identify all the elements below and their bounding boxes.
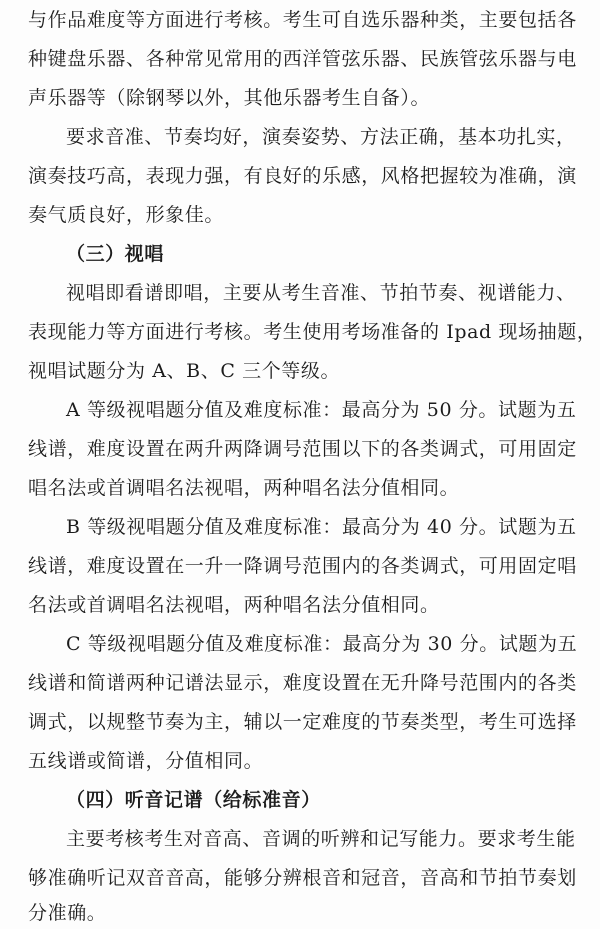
text-line: 五线谱或简谱，分值相同。: [28, 750, 264, 772]
text-line: 视唱即看谱即唱，主要从考生音准、节拍节奏、视谱能力、: [66, 282, 576, 304]
text-line: 线谱，难度设置在两升两降调号范围以下的各类调式，可用固定: [28, 438, 577, 460]
text-line: 演奏技巧高，表现力强，有良好的乐感，风格把握较为准确，演: [28, 165, 577, 187]
text-line: 线谱和简谱两种记谱法显示，难度设置在无升降号范围内的各类: [28, 672, 577, 694]
text-line: 名法或首调唱名法视唱，两种唱名法分值相同。: [28, 594, 440, 616]
section-heading: （三）视唱: [66, 243, 165, 265]
text-line: 表现能力等方面进行考核。考生使用考场准备的 Ipad 现场抽题，: [28, 321, 597, 343]
text-line: 种键盘乐器、各种常见常用的西洋管弦乐器、民族管弦乐器与电: [28, 48, 577, 70]
text-line: 调式，以规整节奏为主，辅以一定难度的节奏类型，考生可选择: [28, 711, 577, 733]
text-line: 主要考核考生对音高、音调的听辨和记写能力。要求考生能: [66, 828, 576, 850]
text-line: C 等级视唱题分值及难度标准：最高分为 30 分。试题为五: [66, 633, 578, 655]
text-line: 奏气质良好，形象佳。: [28, 204, 225, 226]
text-line: B 等级视唱题分值及难度标准：最高分为 40 分。试题为五: [66, 516, 577, 538]
section-heading: （四）听音记谱（给标准音）: [66, 789, 321, 811]
text-line: 与作品难度等方面进行考核。考生可自选乐器种类，主要包括各: [28, 9, 577, 31]
text-line: 唱名法或首调唱名法视唱，两种唱名法分值相同。: [28, 477, 460, 499]
text-line: 视唱试题分为 A、B、C 三个等级。: [28, 360, 341, 382]
text-line: 要求音准、节奏均好，演奏姿势、方法正确，基本功扎实，: [66, 126, 576, 148]
text-line: A 等级视唱题分值及难度标准：最高分为 50 分。试题为五: [66, 399, 577, 421]
text-line: 声乐器等（除钢琴以外，其他乐器考生自备）。: [28, 87, 431, 109]
text-line: 分准确。: [28, 902, 107, 924]
text-line: 线谱，难度设置在一升一降调号范围内的各类调式，可用固定唱: [28, 555, 577, 577]
text-line: 够准确听记双音音高，能够分辨根音和冠音，音高和节拍节奏划: [28, 867, 577, 889]
